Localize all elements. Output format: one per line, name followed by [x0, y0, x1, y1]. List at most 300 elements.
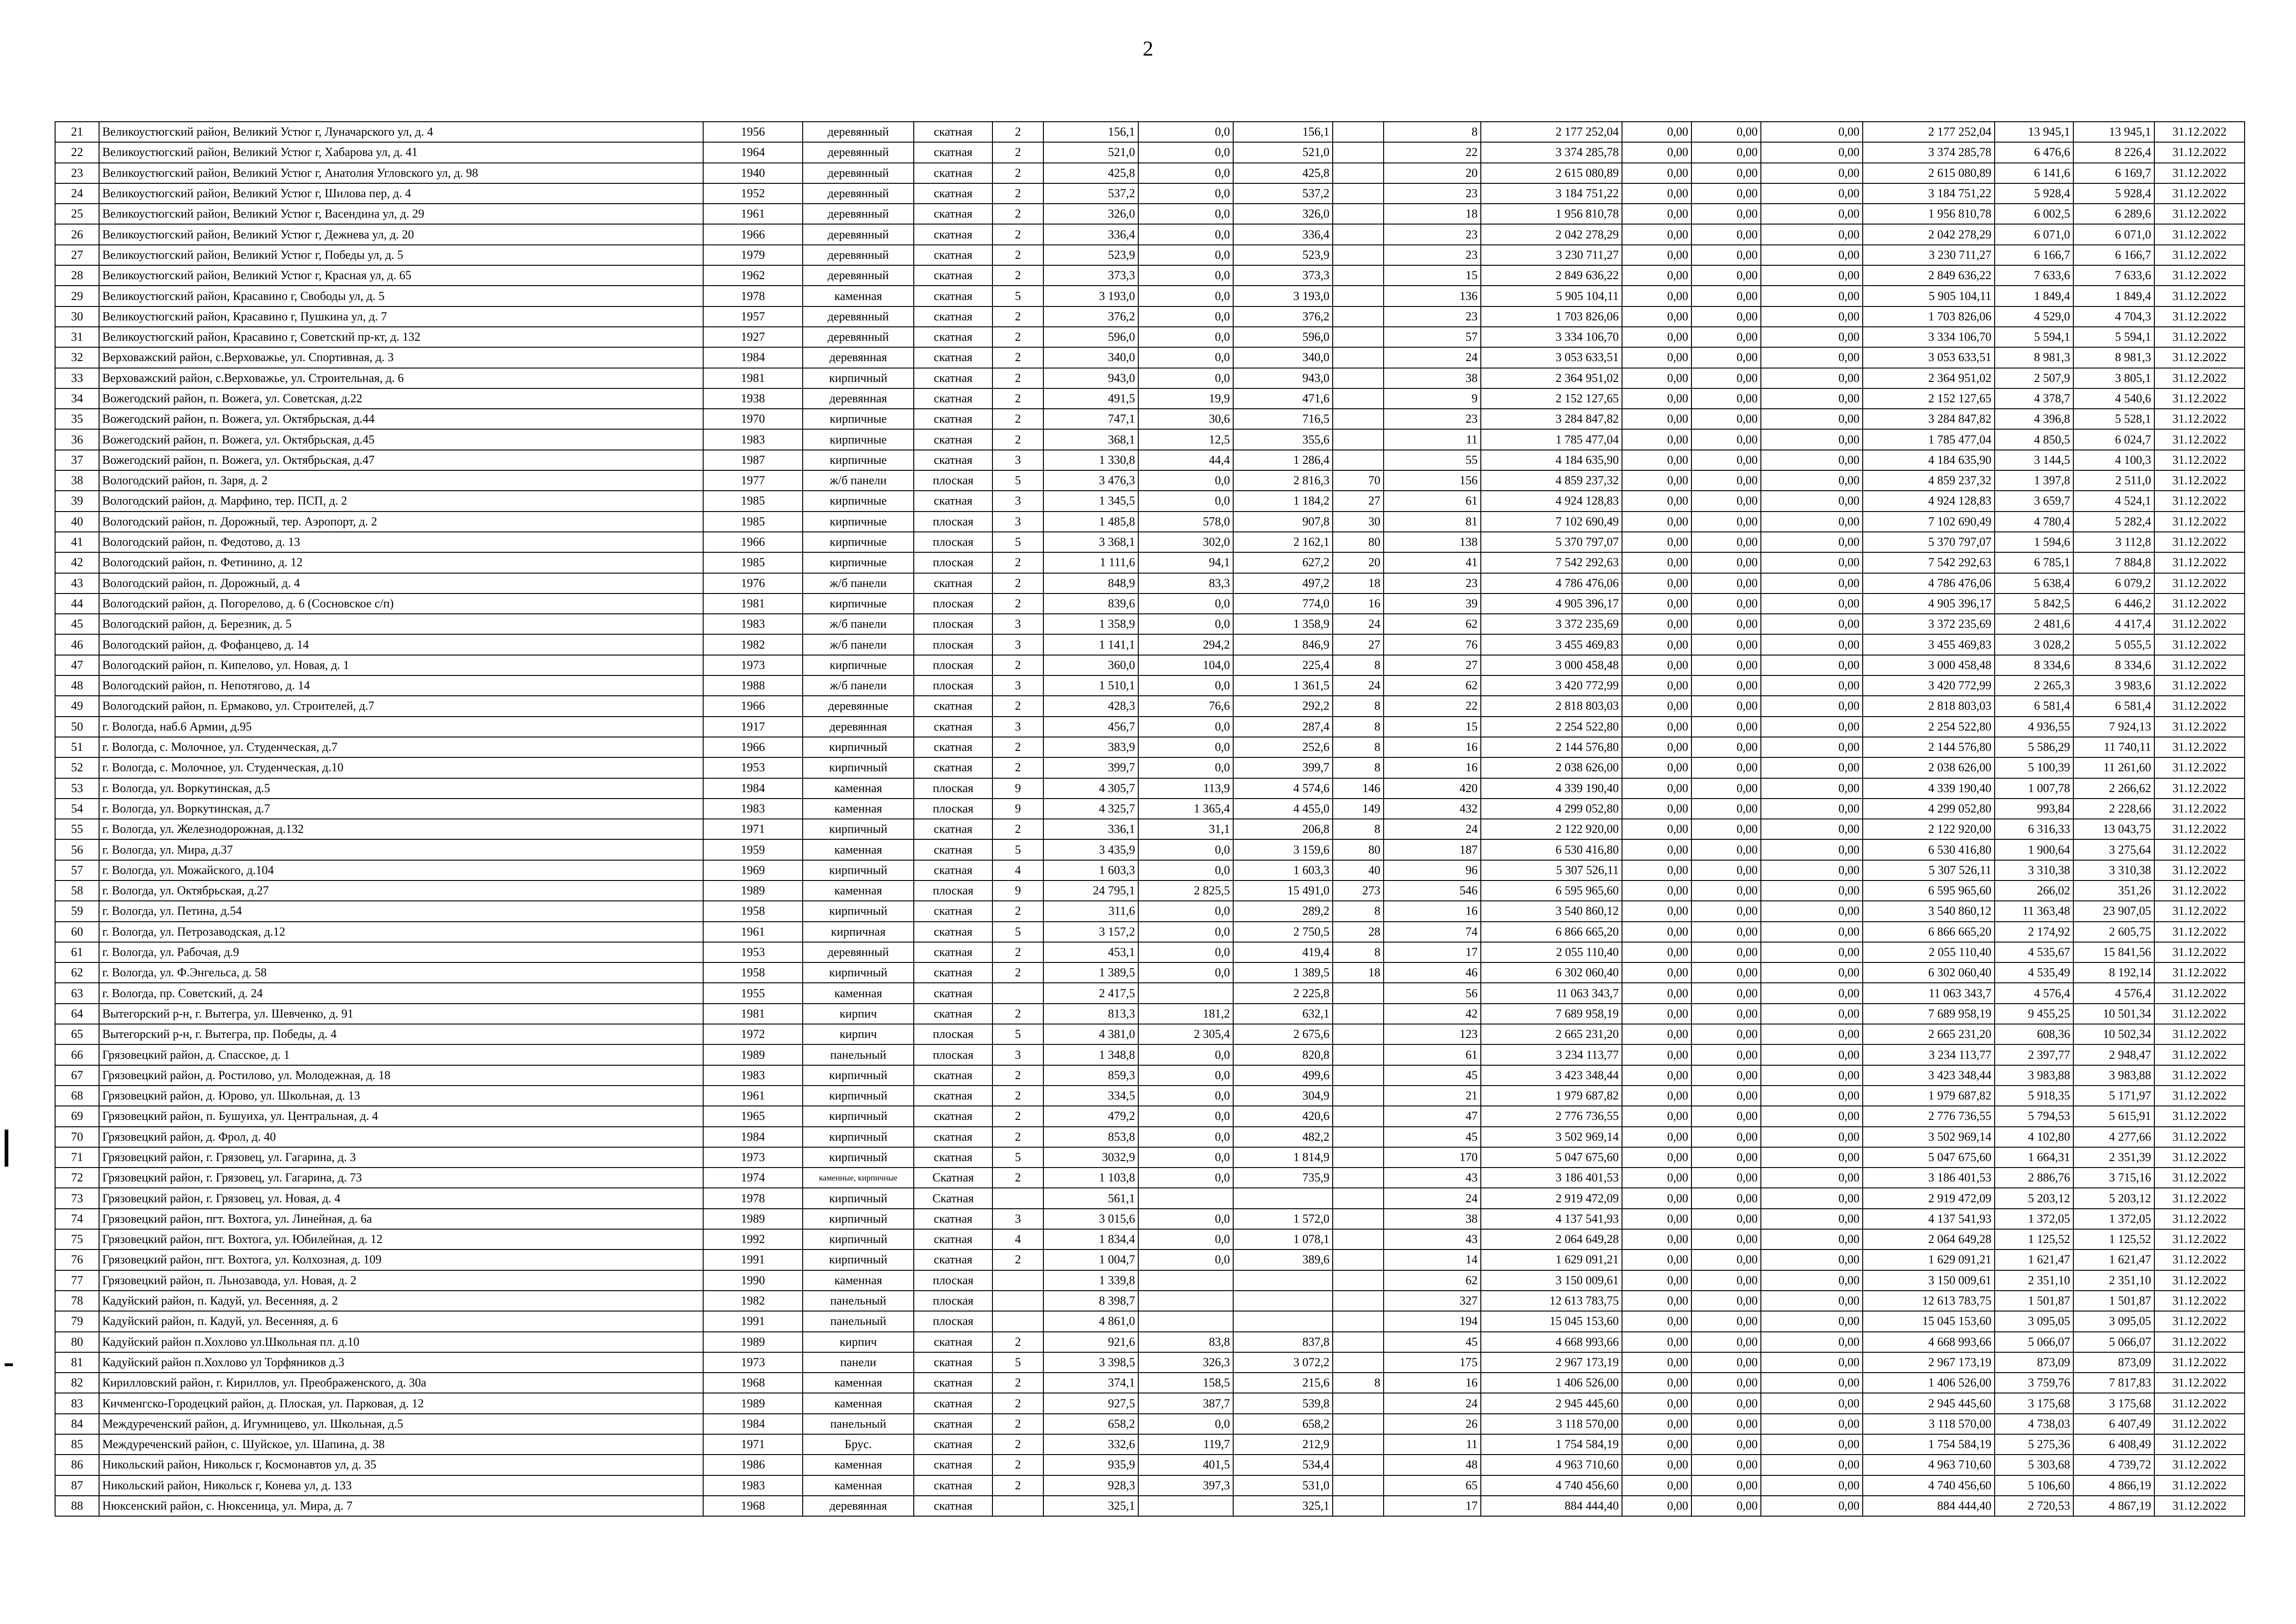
cell-apartments-count: 24: [1333, 675, 1384, 696]
cell-residents-count: 38: [1384, 1209, 1481, 1229]
cell-cost-regional: 0,00: [1691, 286, 1761, 306]
cell-cost-federal: 0,00: [1622, 224, 1691, 244]
cell-total-cost: 3 374 285,78: [1481, 142, 1622, 162]
cell-row-number: 75: [55, 1229, 99, 1249]
cell-total-cost: 7 542 292,63: [1481, 552, 1622, 573]
cell-year-built: 1982: [703, 634, 803, 655]
cell-residents-count: 23: [1384, 409, 1481, 429]
cell-cost-regional: 0,00: [1691, 429, 1761, 450]
cell-cost-local: 0,00: [1761, 347, 1863, 368]
cell-year-built: 1953: [703, 942, 803, 962]
cell-apartments-count: 18: [1333, 962, 1384, 983]
cell-cost-owners: 2 945 445,60: [1863, 1393, 1995, 1413]
cell-total-cost: 4 924 128,83: [1481, 491, 1622, 511]
cell-wall-material: кирпичные: [803, 491, 914, 511]
cell-total-area: 4 325,7: [1043, 799, 1138, 819]
cell-cost-regional: 0,00: [1691, 675, 1761, 696]
cell-year-built: 1958: [703, 962, 803, 983]
cell-total-area: 3 368,1: [1043, 532, 1138, 552]
cell-cost-per-sqm: 1 621,47: [1995, 1249, 2073, 1270]
cell-row-number: 83: [55, 1393, 99, 1413]
cell-address: г. Вологда, ул. Рабочая, д.9: [99, 942, 703, 962]
cell-row-number: 44: [55, 593, 99, 614]
cell-cost-local: 0,00: [1761, 1229, 1863, 1249]
cell-cost-per-sqm: 3 759,76: [1995, 1373, 2073, 1393]
cell-address: Великоустюгский район, Великий Устюг г, Дежнева ул, д. 20: [99, 224, 703, 244]
cell-max-cost-per-sqm: 6 169,7: [2073, 163, 2154, 183]
cell-cost-owners: 5 307 526,11: [1863, 860, 1995, 881]
cell-max-cost-per-sqm: 5 066,07: [2073, 1332, 2154, 1352]
cell-non-residential-area: 2 825,5: [1138, 881, 1233, 901]
cell-non-residential-area: 0,0: [1138, 245, 1233, 265]
cell-cost-local: 0,00: [1761, 470, 1863, 491]
cell-row-number: 69: [55, 1106, 99, 1126]
table-row: [55, 1188, 2245, 1208]
cell-total-cost: 3 150 009,61: [1481, 1270, 1622, 1291]
cell-residential-area: 658,2: [1233, 1414, 1333, 1434]
cell-cost-regional: 0,00: [1691, 1455, 1761, 1475]
cell-cost-local: 0,00: [1761, 1127, 1863, 1147]
cell-wall-material: деревянная: [803, 388, 914, 409]
cell-cost-federal: 0,00: [1622, 1393, 1691, 1413]
cell-roof-type: скатная: [914, 962, 992, 983]
cell-non-residential-area: 83,8: [1138, 1332, 1233, 1352]
cell-cost-per-sqm: 2 351,10: [1995, 1270, 2073, 1291]
cell-apartments-count: [1333, 1249, 1384, 1270]
cell-floors: 2: [992, 696, 1043, 716]
cell-apartments-count: [1333, 245, 1384, 265]
cell-total-area: 336,1: [1043, 819, 1138, 839]
page-number: 2: [1142, 37, 1154, 60]
cell-floors: 2: [992, 265, 1043, 286]
cell-cost-local: 0,00: [1761, 552, 1863, 573]
cell-year-built: 1955: [703, 983, 803, 1003]
table-row: [55, 1229, 2245, 1249]
cell-residents-count: 8: [1384, 122, 1481, 142]
cell-residents-count: 24: [1384, 819, 1481, 839]
cell-roof-type: плоская: [914, 1024, 992, 1044]
cell-total-area: 921,6: [1043, 1332, 1138, 1352]
cell-address: Вологодский район, д. Фофанцево, д. 14: [99, 634, 703, 655]
cell-address: Грязовецкий район, г. Грязовец, ул. Гагарина, д. 73: [99, 1168, 703, 1188]
cell-total-cost: 5 307 526,11: [1481, 860, 1622, 881]
cell-residential-area: 156,1: [1233, 122, 1333, 142]
cell-max-cost-per-sqm: 6 446,2: [2073, 593, 2154, 614]
cell-year-built: 1981: [703, 593, 803, 614]
cell-row-number: 26: [55, 224, 99, 244]
cell-address: Грязовецкий район, г. Грязовец, ул. Новая, д. 4: [99, 1188, 703, 1208]
cell-cost-federal: 0,00: [1622, 1106, 1691, 1126]
cell-non-residential-area: 302,0: [1138, 532, 1233, 552]
cell-residential-area: 4 574,6: [1233, 778, 1333, 799]
cell-address: г. Вологда, ул. Октябрьская, д.27: [99, 881, 703, 901]
cell-cost-per-sqm: 5 842,5: [1995, 593, 2073, 614]
cell-completion-date: 31.12.2022: [2154, 245, 2245, 265]
cell-total-area: 326,0: [1043, 204, 1138, 224]
cell-residential-area: 523,9: [1233, 245, 1333, 265]
cell-wall-material: деревянная: [803, 717, 914, 737]
cell-wall-material: деревянный: [803, 265, 914, 286]
cell-cost-owners: 3 230 711,27: [1863, 245, 1995, 265]
cell-roof-type: плоская: [914, 634, 992, 655]
table-row: [55, 819, 2245, 839]
table-row: [55, 1270, 2245, 1291]
cell-cost-owners: 3 374 285,78: [1863, 142, 1995, 162]
cell-completion-date: 31.12.2022: [2154, 122, 2245, 142]
cell-non-residential-area: 0,0: [1138, 347, 1233, 368]
cell-completion-date: 31.12.2022: [2154, 450, 2245, 470]
cell-residents-count: 187: [1384, 839, 1481, 860]
cell-cost-owners: 5 047 675,60: [1863, 1147, 1995, 1168]
cell-non-residential-area: 31,1: [1138, 819, 1233, 839]
cell-cost-per-sqm: 266,02: [1995, 881, 2073, 901]
cell-floors: 2: [992, 962, 1043, 983]
cell-floors: 2: [992, 593, 1043, 614]
table-row: [55, 552, 2245, 573]
scan-edge-mark: [5, 1363, 13, 1366]
cell-residents-count: 38: [1384, 368, 1481, 388]
cell-row-number: 45: [55, 614, 99, 634]
cell-roof-type: скатная: [914, 347, 992, 368]
cell-roof-type: плоская: [914, 614, 992, 634]
cell-cost-regional: 0,00: [1691, 142, 1761, 162]
cell-floors: [992, 1496, 1043, 1516]
cell-cost-local: 0,00: [1761, 388, 1863, 409]
cell-max-cost-per-sqm: 3 112,8: [2073, 532, 2154, 552]
cell-roof-type: скатная: [914, 717, 992, 737]
cell-row-number: 28: [55, 265, 99, 286]
cell-total-area: 3 435,9: [1043, 839, 1138, 860]
cell-non-residential-area: 30,6: [1138, 409, 1233, 429]
cell-apartments-count: [1333, 409, 1384, 429]
cell-residential-area: 212,9: [1233, 1434, 1333, 1455]
cell-non-residential-area: 0,0: [1138, 593, 1233, 614]
table-row: [55, 1086, 2245, 1106]
table-row: [55, 1475, 2245, 1496]
cell-wall-material: деревянный: [803, 163, 914, 183]
cell-total-cost: 1 979 687,82: [1481, 1086, 1622, 1106]
cell-cost-regional: 0,00: [1691, 183, 1761, 204]
cell-cost-per-sqm: 4 396,8: [1995, 409, 2073, 429]
cell-total-cost: 1 754 584,19: [1481, 1434, 1622, 1455]
cell-roof-type: Скатная: [914, 1188, 992, 1208]
cell-row-number: 70: [55, 1127, 99, 1147]
cell-completion-date: 31.12.2022: [2154, 942, 2245, 962]
cell-cost-local: 0,00: [1761, 634, 1863, 655]
cell-cost-per-sqm: 5 586,29: [1995, 737, 2073, 757]
cell-total-area: 1 339,8: [1043, 1270, 1138, 1291]
cell-address: Великоустюгский район, Великий Устюг г, Красная ул, д. 65: [99, 265, 703, 286]
cell-total-area: 3 193,0: [1043, 286, 1138, 306]
cell-wall-material: ж/б панели: [803, 634, 914, 655]
cell-row-number: 31: [55, 327, 99, 347]
cell-max-cost-per-sqm: 2 351,39: [2073, 1147, 2154, 1168]
table-row: [55, 327, 2245, 347]
cell-floors: 2: [992, 204, 1043, 224]
cell-cost-per-sqm: 6 002,5: [1995, 204, 2073, 224]
cell-non-residential-area: 397,3: [1138, 1475, 1233, 1496]
cell-address: Кадуйский район п.Хохлово ул.Школьная пл. д.10: [99, 1332, 703, 1352]
cell-address: Великоустюгский район, Красавино г, Свободы ул, д. 5: [99, 286, 703, 306]
cell-apartments-count: [1333, 1414, 1384, 1434]
cell-wall-material: каменная: [803, 983, 914, 1003]
cell-residential-area: 471,6: [1233, 388, 1333, 409]
cell-year-built: 1961: [703, 1086, 803, 1106]
cell-cost-per-sqm: 4 535,49: [1995, 962, 2073, 983]
cell-non-residential-area: 0,0: [1138, 1229, 1233, 1249]
cell-apartments-count: [1333, 1311, 1384, 1331]
cell-cost-federal: 0,00: [1622, 532, 1691, 552]
cell-residents-count: 22: [1384, 696, 1481, 716]
table-row: [55, 1209, 2245, 1229]
cell-row-number: 59: [55, 901, 99, 921]
cell-cost-per-sqm: 5 275,36: [1995, 1434, 2073, 1455]
cell-cost-per-sqm: 13 945,1: [1995, 122, 2073, 142]
cell-cost-per-sqm: 4 936,55: [1995, 717, 2073, 737]
cell-total-cost: 2 818 803,03: [1481, 696, 1622, 716]
cell-year-built: 1956: [703, 122, 803, 142]
table-row: [55, 122, 2245, 142]
cell-roof-type: плоская: [914, 799, 992, 819]
cell-cost-owners: 12 613 783,75: [1863, 1291, 1995, 1311]
cell-max-cost-per-sqm: 7 817,83: [2073, 1373, 2154, 1393]
cell-total-area: 1 330,8: [1043, 450, 1138, 470]
cell-wall-material: панельный: [803, 1414, 914, 1434]
cell-residential-area: 292,2: [1233, 696, 1333, 716]
cell-cost-local: 0,00: [1761, 1249, 1863, 1270]
cell-cost-per-sqm: 993,84: [1995, 799, 2073, 819]
cell-cost-regional: 0,00: [1691, 552, 1761, 573]
cell-completion-date: 31.12.2022: [2154, 962, 2245, 983]
table-row: [55, 347, 2245, 368]
table-row: [55, 1434, 2245, 1455]
cell-residents-count: 23: [1384, 306, 1481, 327]
cell-residents-count: 65: [1384, 1475, 1481, 1496]
cell-max-cost-per-sqm: 10 501,34: [2073, 1004, 2154, 1024]
cell-floors: 2: [992, 327, 1043, 347]
cell-wall-material: деревянная: [803, 347, 914, 368]
cell-cost-regional: 0,00: [1691, 347, 1761, 368]
cell-total-cost: 3 118 570,00: [1481, 1414, 1622, 1434]
cell-non-residential-area: 0,0: [1138, 1209, 1233, 1229]
cell-max-cost-per-sqm: 873,09: [2073, 1352, 2154, 1373]
cell-apartments-count: [1333, 1229, 1384, 1249]
cell-year-built: 1991: [703, 1311, 803, 1331]
cell-non-residential-area: 2 305,4: [1138, 1024, 1233, 1044]
table-row: [55, 799, 2245, 819]
cell-completion-date: 31.12.2022: [2154, 737, 2245, 757]
cell-residents-count: 24: [1384, 1188, 1481, 1208]
cell-apartments-count: [1333, 1332, 1384, 1352]
cell-cost-per-sqm: 2 720,53: [1995, 1496, 2073, 1516]
cell-cost-owners: 5 370 797,07: [1863, 532, 1995, 552]
cell-roof-type: скатная: [914, 1352, 992, 1373]
cell-total-area: 658,2: [1043, 1414, 1138, 1434]
cell-cost-per-sqm: 2 507,9: [1995, 368, 2073, 388]
cell-cost-federal: 0,00: [1622, 245, 1691, 265]
cell-cost-per-sqm: 8 334,6: [1995, 655, 2073, 675]
cell-residential-area: 1 184,2: [1233, 491, 1333, 511]
cell-roof-type: скатная: [914, 983, 992, 1003]
cell-cost-federal: 0,00: [1622, 634, 1691, 655]
cell-max-cost-per-sqm: 5 615,91: [2073, 1106, 2154, 1126]
cell-max-cost-per-sqm: 2 511,0: [2073, 470, 2154, 491]
cell-apartments-count: 80: [1333, 532, 1384, 552]
cell-year-built: 1917: [703, 717, 803, 737]
cell-row-number: 50: [55, 717, 99, 737]
table-row: [55, 183, 2245, 204]
cell-cost-federal: 0,00: [1622, 1168, 1691, 1188]
cell-residents-count: 16: [1384, 757, 1481, 778]
cell-year-built: 1940: [703, 163, 803, 183]
cell-max-cost-per-sqm: 3 310,38: [2073, 860, 2154, 881]
cell-total-cost: 2 038 626,00: [1481, 757, 1622, 778]
cell-max-cost-per-sqm: 3 095,05: [2073, 1311, 2154, 1331]
cell-floors: 2: [992, 122, 1043, 142]
cell-cost-owners: 5 905 104,11: [1863, 286, 1995, 306]
cell-wall-material: деревянный: [803, 942, 914, 962]
cell-cost-owners: 11 063 343,7: [1863, 983, 1995, 1003]
cell-residents-count: 96: [1384, 860, 1481, 881]
cell-address: Грязовецкий район, д. Ростилово, ул. Молодежная, д. 18: [99, 1065, 703, 1086]
cell-roof-type: скатная: [914, 1414, 992, 1434]
cell-residents-count: 45: [1384, 1065, 1481, 1086]
cell-row-number: 29: [55, 286, 99, 306]
cell-row-number: 51: [55, 737, 99, 757]
cell-residential-area: 289,2: [1233, 901, 1333, 921]
cell-total-cost: 4 740 456,60: [1481, 1475, 1622, 1496]
cell-completion-date: 31.12.2022: [2154, 552, 2245, 573]
cell-apartments-count: [1333, 1393, 1384, 1413]
cell-year-built: 1982: [703, 1291, 803, 1311]
cell-cost-owners: 4 859 237,32: [1863, 470, 1995, 491]
cell-max-cost-per-sqm: 3 983,88: [2073, 1065, 2154, 1086]
cell-address: Вологодский район, д. Погорелово, д. 6 (Сосновское с/п): [99, 593, 703, 614]
cell-total-area: 859,3: [1043, 1065, 1138, 1086]
cell-row-number: 78: [55, 1291, 99, 1311]
cell-cost-per-sqm: 4 102,80: [1995, 1127, 2073, 1147]
cell-max-cost-per-sqm: 5 528,1: [2073, 409, 2154, 429]
cell-wall-material: панельный: [803, 1311, 914, 1331]
cell-cost-owners: 15 045 153,60: [1863, 1311, 1995, 1331]
cell-cost-regional: 0,00: [1691, 1475, 1761, 1496]
cell-residential-area: 497,2: [1233, 573, 1333, 593]
cell-cost-local: 0,00: [1761, 1209, 1863, 1229]
cell-year-built: 1974: [703, 1168, 803, 1188]
cell-residents-count: 17: [1384, 942, 1481, 962]
cell-cost-per-sqm: 3 175,68: [1995, 1393, 2073, 1413]
cell-cost-federal: 0,00: [1622, 122, 1691, 142]
cell-row-number: 77: [55, 1270, 99, 1291]
cell-cost-regional: 0,00: [1691, 368, 1761, 388]
cell-completion-date: 31.12.2022: [2154, 1209, 2245, 1229]
cell-roof-type: скатная: [914, 1434, 992, 1455]
cell-non-residential-area: [1138, 1496, 1233, 1516]
cell-total-area: 340,0: [1043, 347, 1138, 368]
cell-completion-date: 31.12.2022: [2154, 1249, 2245, 1270]
cell-total-area: 3 157,2: [1043, 922, 1138, 942]
table-row: [55, 1311, 2245, 1331]
cell-non-residential-area: 326,3: [1138, 1352, 1233, 1373]
cell-wall-material: кирпичный: [803, 962, 914, 983]
cell-completion-date: 31.12.2022: [2154, 675, 2245, 696]
cell-cost-local: 0,00: [1761, 532, 1863, 552]
cell-apartments-count: [1333, 122, 1384, 142]
cell-cost-per-sqm: 4 535,67: [1995, 942, 2073, 962]
cell-cost-owners: 1 629 091,21: [1863, 1249, 1995, 1270]
cell-completion-date: 31.12.2022: [2154, 1044, 2245, 1065]
cell-total-area: 368,1: [1043, 429, 1138, 450]
cell-non-residential-area: 1 365,4: [1138, 799, 1233, 819]
cell-total-area: 336,4: [1043, 224, 1138, 244]
cell-floors: 2: [992, 183, 1043, 204]
cell-residential-area: 420,6: [1233, 1106, 1333, 1126]
cell-cost-owners: 3 186 401,53: [1863, 1168, 1995, 1188]
cell-year-built: 1972: [703, 1024, 803, 1044]
cell-non-residential-area: 76,6: [1138, 696, 1233, 716]
cell-completion-date: 31.12.2022: [2154, 1496, 2245, 1516]
cell-residents-count: 546: [1384, 881, 1481, 901]
cell-residents-count: 23: [1384, 224, 1481, 244]
cell-cost-owners: 4 299 052,80: [1863, 799, 1995, 819]
cell-cost-per-sqm: 873,09: [1995, 1352, 2073, 1373]
cell-non-residential-area: 0,0: [1138, 1168, 1233, 1188]
cell-cost-owners: 3 334 106,70: [1863, 327, 1995, 347]
cell-non-residential-area: 0,0: [1138, 717, 1233, 737]
cell-max-cost-per-sqm: 6 071,0: [2073, 224, 2154, 244]
cell-completion-date: 31.12.2022: [2154, 429, 2245, 450]
cell-wall-material: кирпичный: [803, 901, 914, 921]
cell-cost-regional: 0,00: [1691, 983, 1761, 1003]
cell-non-residential-area: 0,0: [1138, 737, 1233, 757]
table-row: [55, 1291, 2245, 1311]
cell-row-number: 46: [55, 634, 99, 655]
cell-roof-type: скатная: [914, 819, 992, 839]
cell-total-area: 848,9: [1043, 573, 1138, 593]
cell-non-residential-area: 12,5: [1138, 429, 1233, 450]
cell-floors: 2: [992, 1332, 1043, 1352]
cell-cost-local: 0,00: [1761, 183, 1863, 204]
cell-cost-local: 0,00: [1761, 1291, 1863, 1311]
cell-cost-owners: 3 372 235,69: [1863, 614, 1995, 634]
cell-residential-area: 1 358,9: [1233, 614, 1333, 634]
cell-non-residential-area: 0,0: [1138, 1086, 1233, 1106]
cell-residential-area: 735,9: [1233, 1168, 1333, 1188]
cell-residential-area: 1 603,3: [1233, 860, 1333, 881]
cell-residential-area: [1233, 1311, 1333, 1331]
cell-non-residential-area: 0,0: [1138, 860, 1233, 881]
cell-address: Верховажский район, с.Верховажье, ул. Спортивная, д. 3: [99, 347, 703, 368]
cell-address: Вологодский район, п. Заря, д. 2: [99, 470, 703, 491]
cell-floors: 3: [992, 1044, 1043, 1065]
cell-cost-federal: 0,00: [1622, 552, 1691, 573]
cell-max-cost-per-sqm: 5 055,5: [2073, 634, 2154, 655]
cell-floors: 9: [992, 799, 1043, 819]
table-row: [55, 942, 2245, 962]
cell-cost-owners: 3 284 847,82: [1863, 409, 1995, 429]
cell-cost-local: 0,00: [1761, 737, 1863, 757]
cell-cost-owners: 884 444,40: [1863, 1496, 1995, 1516]
cell-cost-local: 0,00: [1761, 1311, 1863, 1331]
cell-total-cost: 2 364 951,02: [1481, 368, 1622, 388]
cell-address: Великоустюгский район, Красавино г, Пушкина ул, д. 7: [99, 306, 703, 327]
cell-residential-area: 304,9: [1233, 1086, 1333, 1106]
cell-completion-date: 31.12.2022: [2154, 306, 2245, 327]
cell-cost-local: 0,00: [1761, 1168, 1863, 1188]
cell-residential-area: 820,8: [1233, 1044, 1333, 1065]
cell-address: Вологодский район, п. Кипелово, ул. Новая, д. 1: [99, 655, 703, 675]
scan-edge-mark: [5, 1130, 8, 1167]
